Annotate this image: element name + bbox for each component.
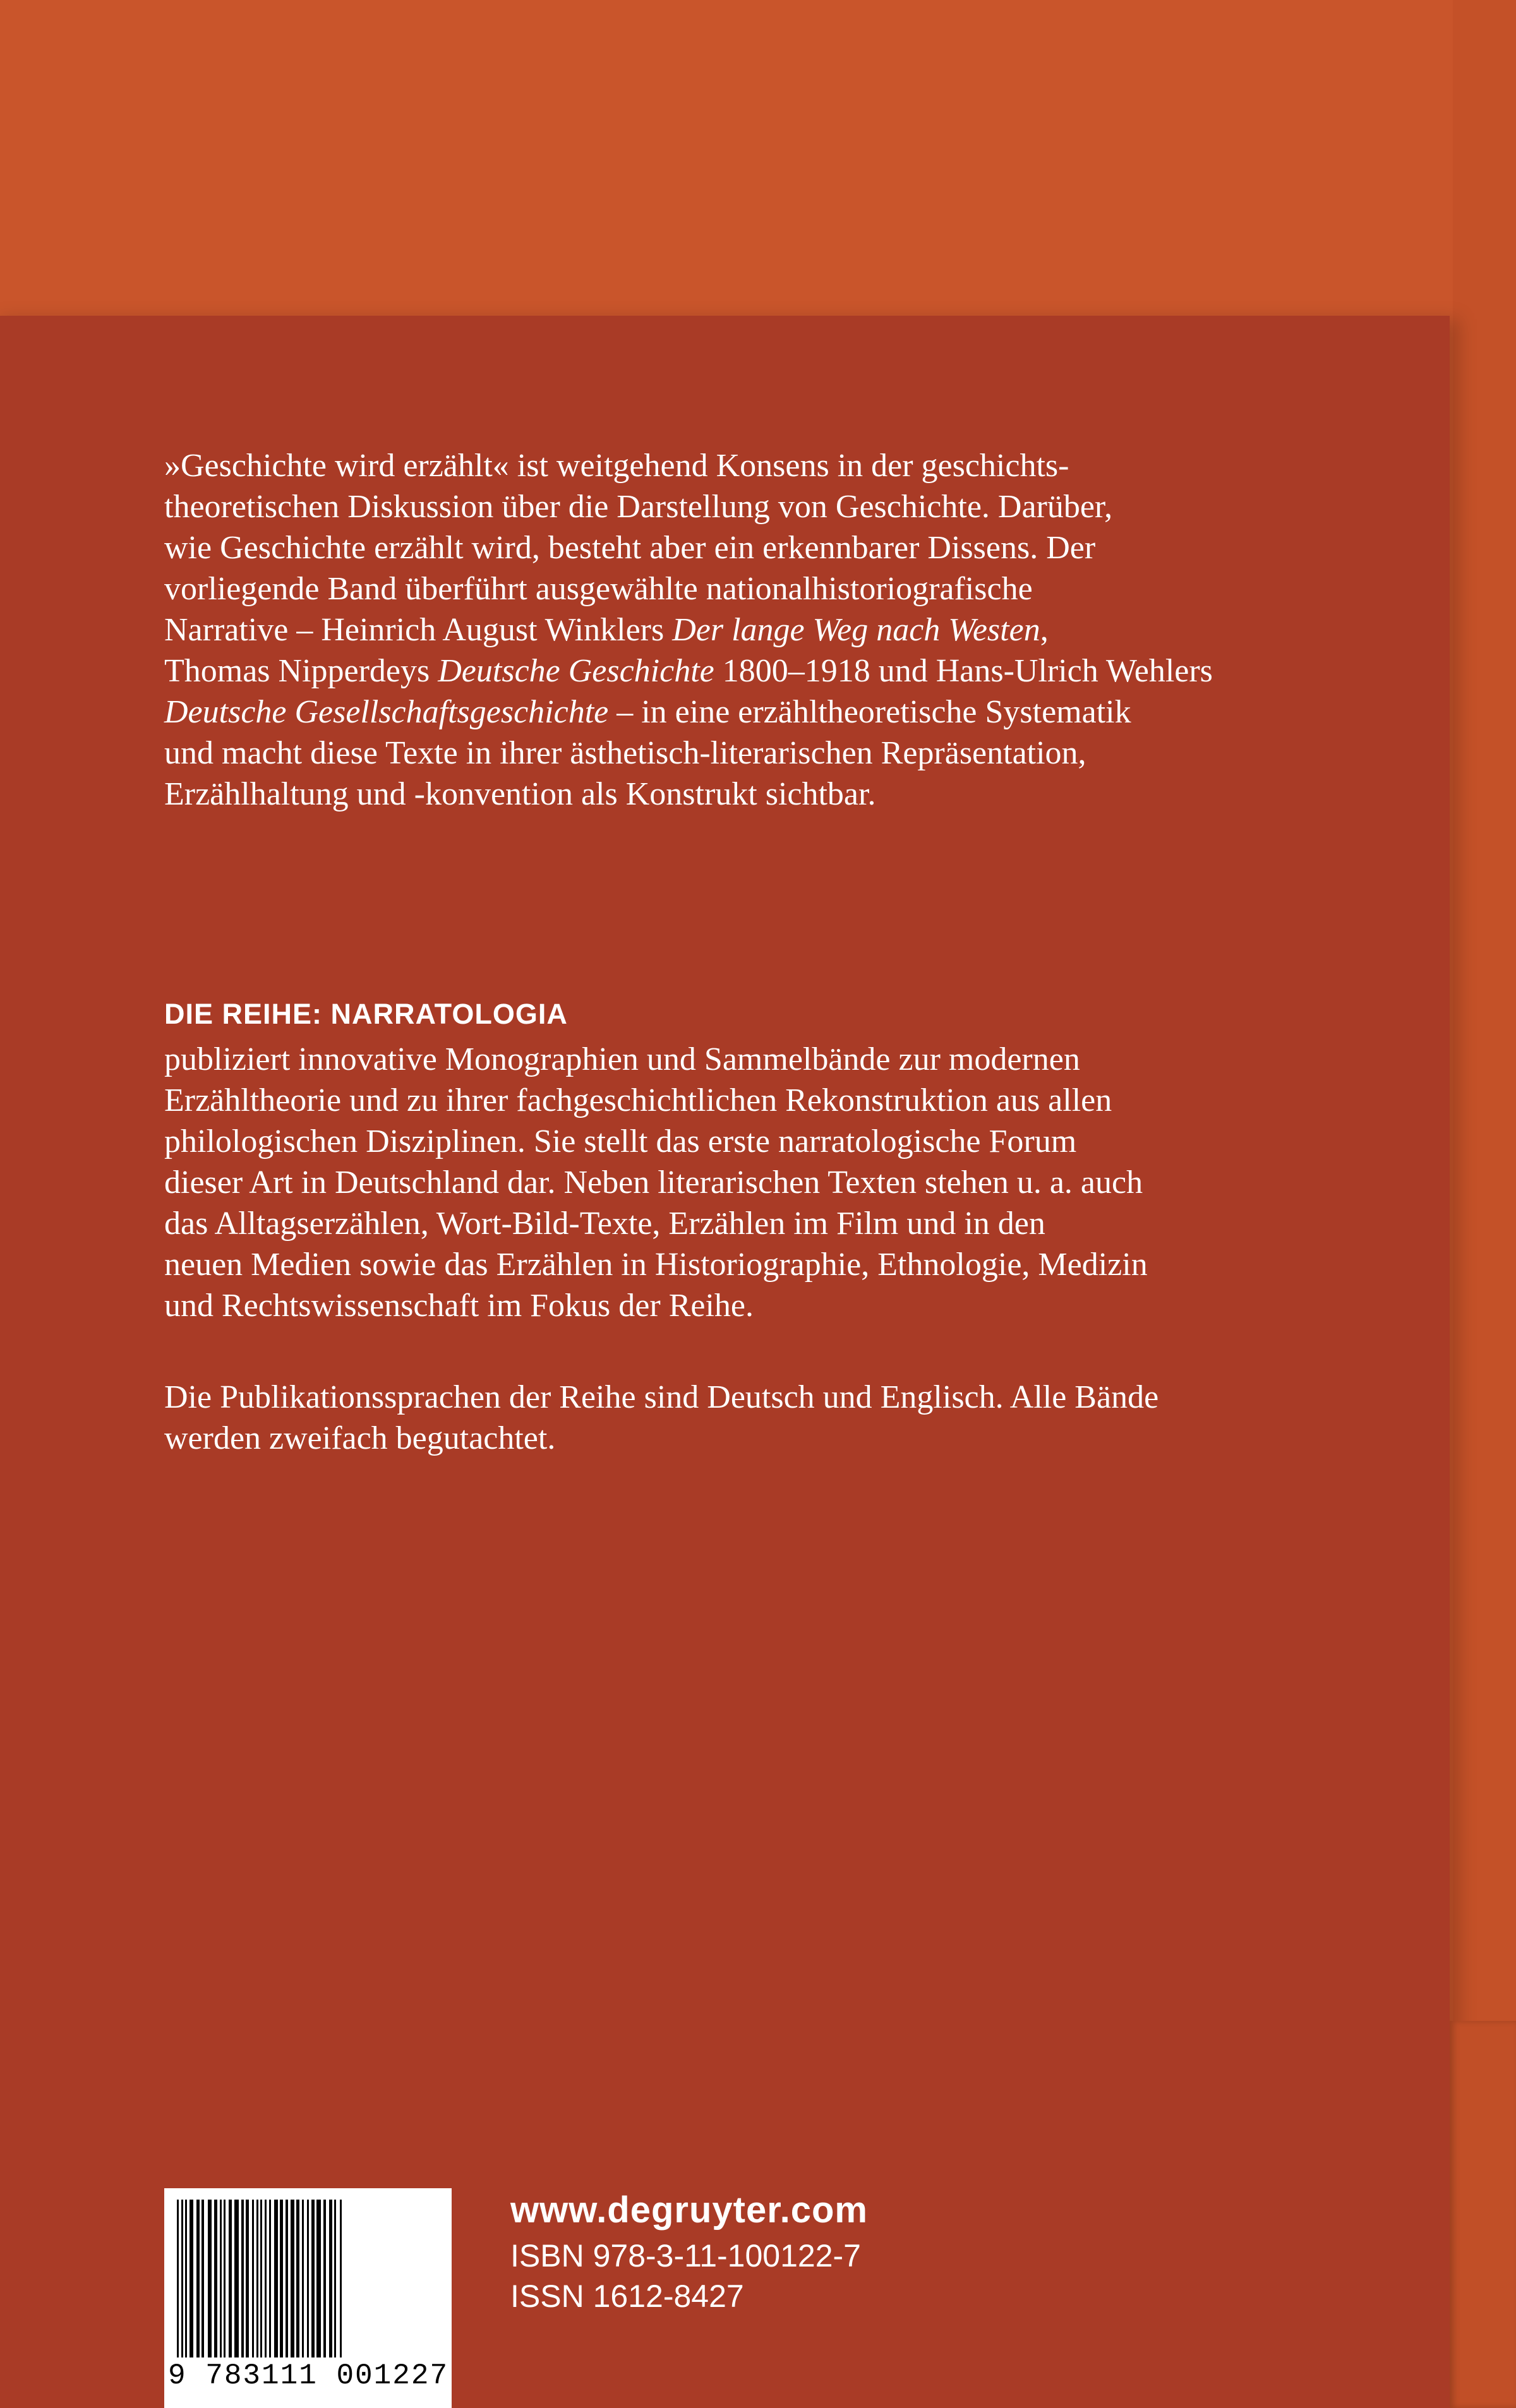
blurb-line: »Geschichte wird erzählt« ist weitgehend Konsens in der geschichts- [164,448,1069,484]
series-line: das Alltagserzählen, Wort-Bild-Texte, Erzählen im Film und in den [164,1206,1045,1242]
blurb-text: Thomas Nipperdeys [164,653,438,689]
barcode-gap [342,2200,345,2357]
book-title-nipperdey: Deutsche Geschichte [438,653,714,689]
blurb-line [164,650,1352,692]
barcode-bars [177,2200,439,2357]
blurb-text: – in eine erzähltheoretische Systematik [608,694,1131,730]
isbn-number: ISBN 978-3-11-100122-7 [510,2238,861,2273]
series-line: und Rechtswissenschaft im Fokus der Reihe. [164,1288,754,1324]
language-note-line: Die Publikationssprachen der Reihe sind Deutsch und Englisch. Alle Bände [164,1379,1159,1415]
blurb-line [164,609,1352,650]
blurb-text: , [1040,612,1049,648]
series-line: philologischen Disziplinen. Sie stellt das erste narratologische Forum [164,1123,1077,1159]
book-title-wehler: Deutsche Gesellschaftsgeschichte [164,694,609,730]
barcode-digits: 9 783111 001227 [168,2359,449,2392]
series-line: publiziert innovative Monographien und Sammelbände zur modernen [164,1041,1080,1077]
publisher-url: www.degruyter.com [510,2189,868,2231]
barcode-bar [234,2200,239,2357]
blurb-text: 1800–1918 und Hans-Ulrich Wehlers [714,653,1213,689]
blurb-line: und macht diese Texte in ihrer ästhetisch-literarischen Repräsentation, [164,735,1086,771]
issn-number: ISSN 1612-8427 [510,2279,744,2314]
isbn-barcode [164,2188,452,2408]
language-note-line: werden zweifach begutachtet. [164,1420,556,1456]
blurb-text: Narrative – Heinrich August Winklers [164,612,673,648]
publisher-info [510,2185,868,2316]
cover-edge-step [1450,2021,1516,2408]
blurb-paragraph [164,445,1352,815]
blurb-line: Erzählhaltung und -konvention als Konstrukt sichtbar. [164,776,876,812]
language-note [164,1377,1352,1459]
barcode-bar [316,2200,321,2357]
blurb-line: vorliegende Band überführt ausgewählte nationalhistoriografische [164,571,1033,607]
series-description [164,1039,1352,1326]
blurb-line [164,692,1352,733]
book-title-winkler: Der lange Weg nach Westen [672,612,1040,648]
series-line: dieser Art in Deutschland dar. Neben literarischen Texten stehen u. a. auch [164,1165,1143,1201]
blurb-line: wie Geschichte erzählt wird, besteht aber ein erkennbarer Dissens. Der [164,530,1096,566]
series-heading: DIE REIHE: NARRATOLOGIA [164,998,568,1030]
blurb-line: theoretischen Diskussion über die Darstellung von Geschichte. Darüber, [164,489,1113,525]
series-line: Erzähltheorie und zu ihrer fachgeschichtlichen Rekonstruktion aus allen [164,1082,1112,1118]
series-line: neuen Medien sowie das Erzählen in Historiographie, Ethnologie, Medizin [164,1247,1148,1283]
